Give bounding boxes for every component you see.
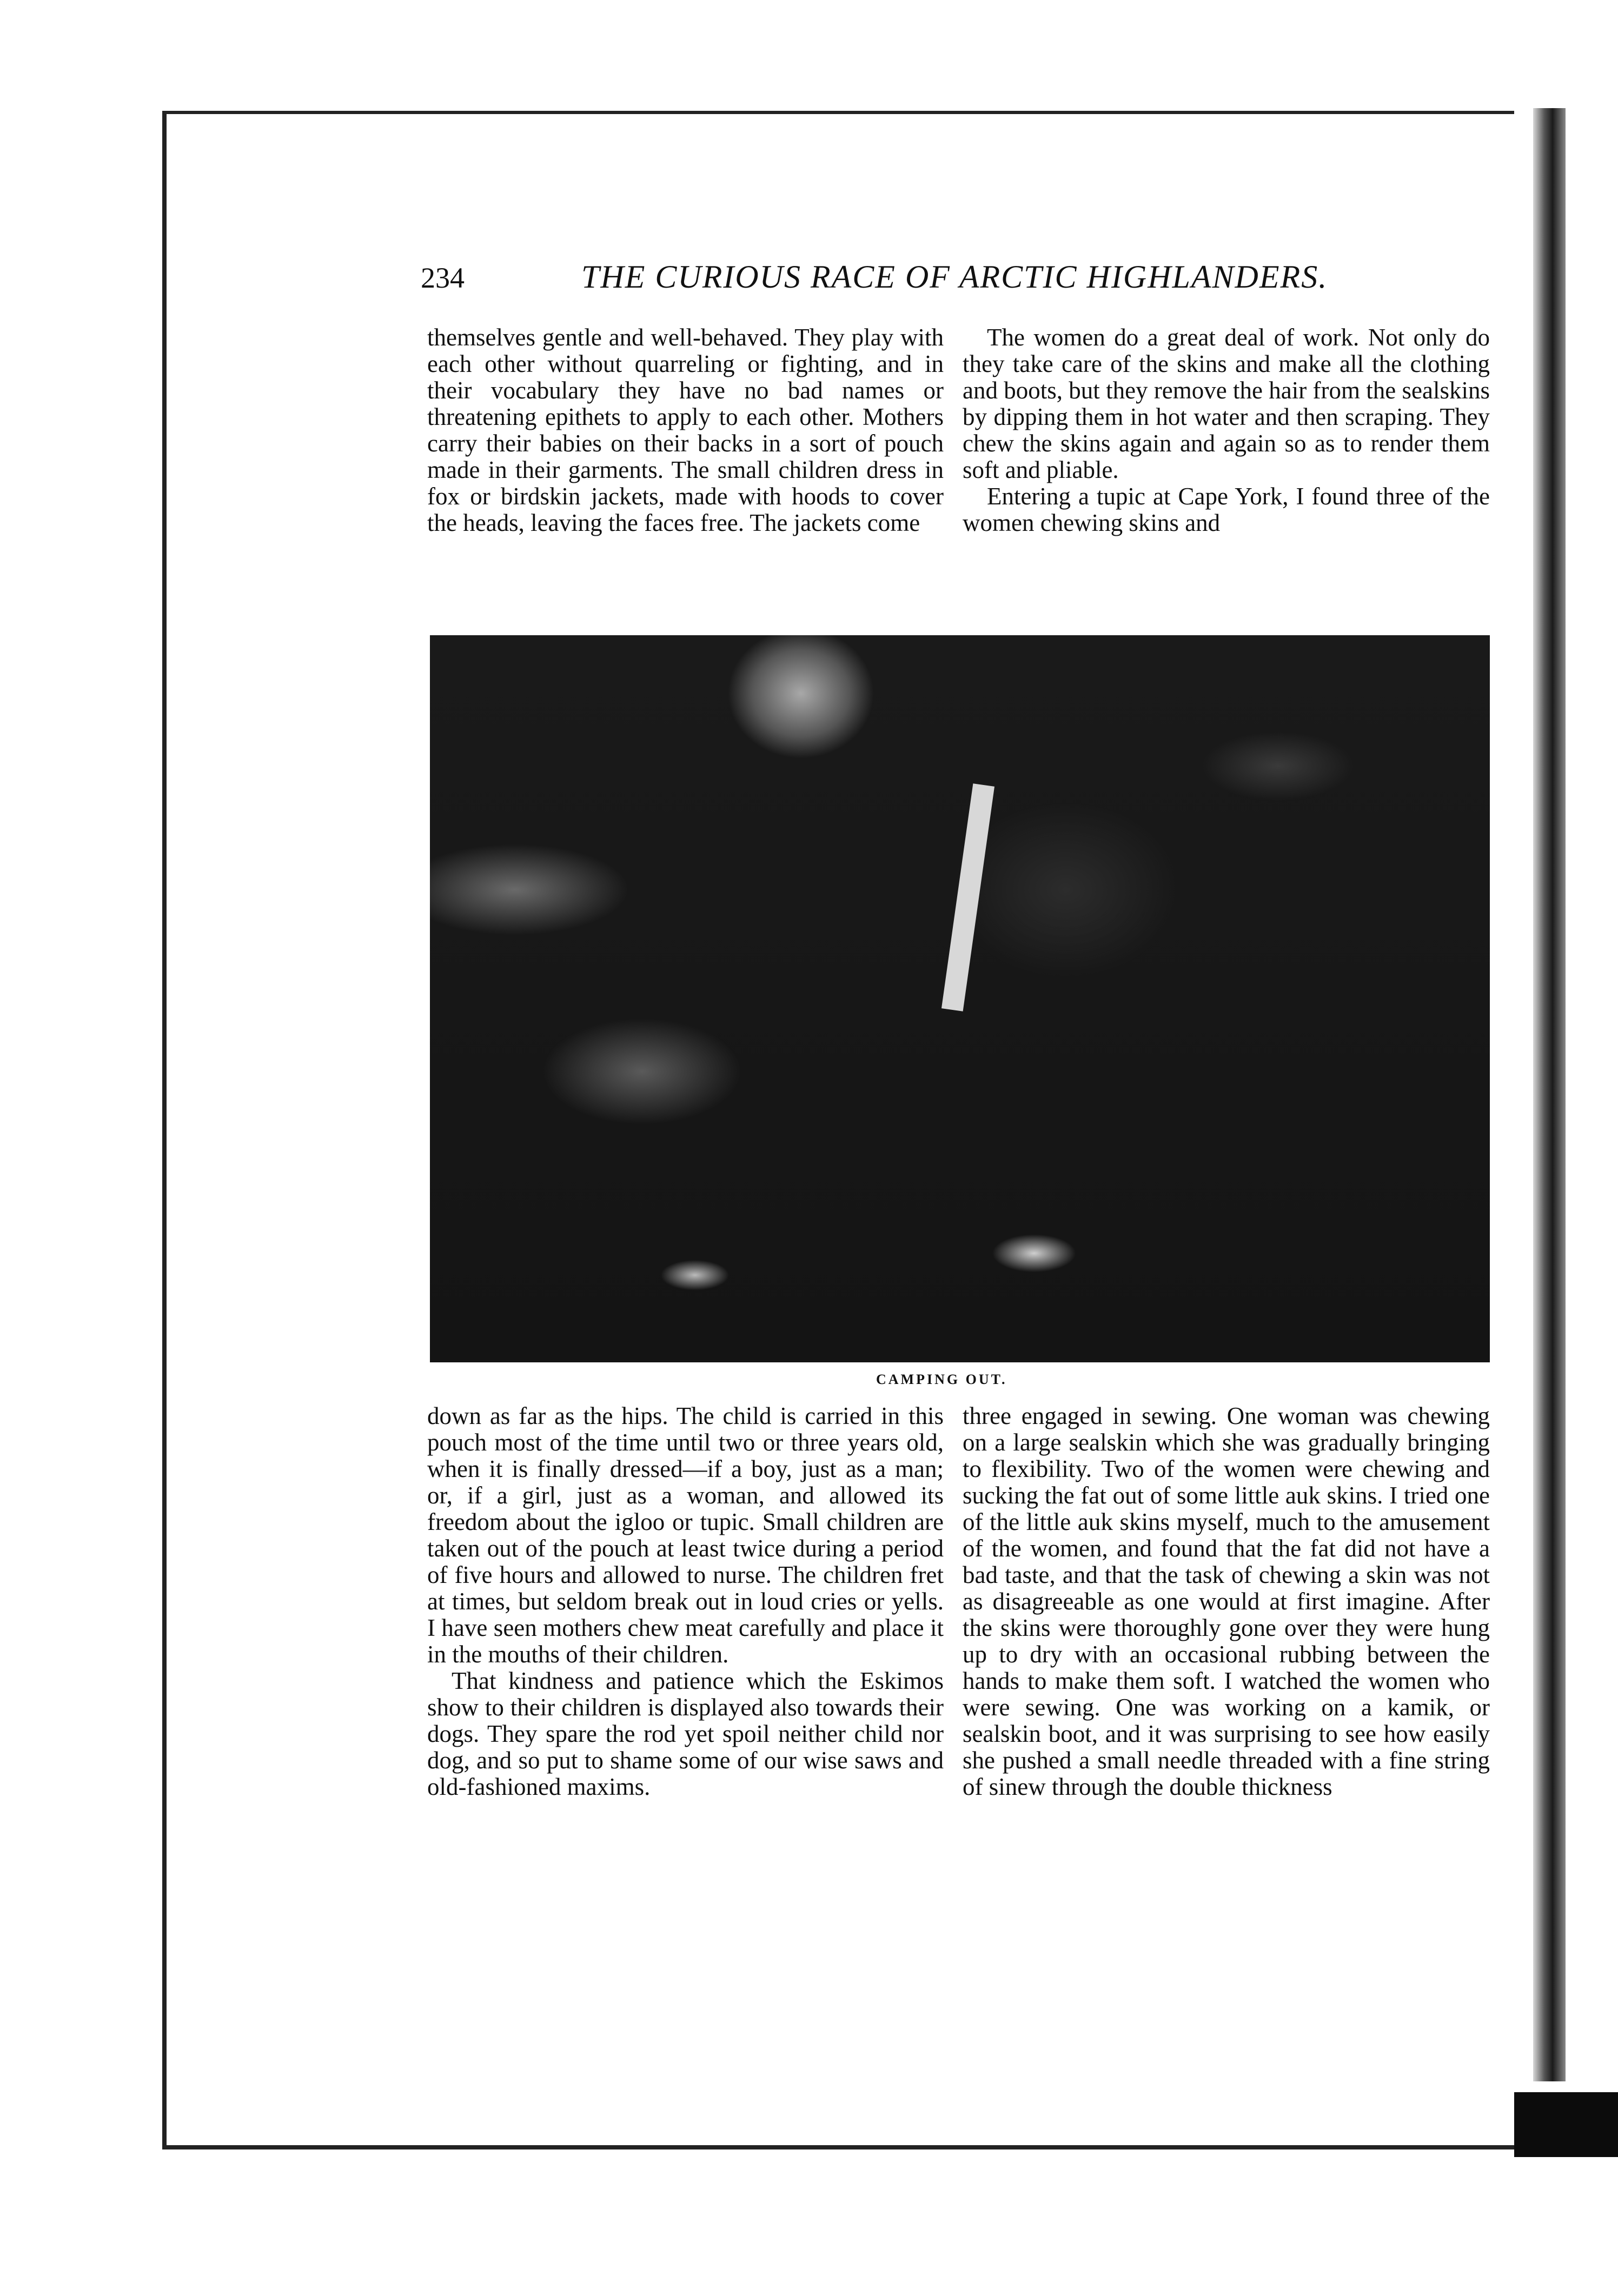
page-frame-left-rule <box>162 111 167 2149</box>
paragraph: Entering a tupic at Cape York, I found three of the women chewing skins and <box>963 483 1490 536</box>
paragraph: That kindness and patience which the Eskimos show to their children is displayed also towards their dogs. They spare the rod yet spoil neither child nor dog, and so put to shame some of our wise saws and old-fashioned maxims. <box>427 1667 944 1800</box>
paragraph: down as far as the hips. The child is carried in this pouch most of the time until two or three years old, when it is finally dressed—if a boy, just as a man; or, if a girl, just as a woman, and allowed its freedom about the igloo or tupic. Small children are taken out of the pouch at least twice during a period of five hours and allowed to nurse. The children fret at times, but seldom break out in loud cries or yells. I have seen mothers chew meat carefully and place it in the mouths of their children. <box>427 1402 944 1668</box>
figure-caption: CAMPING OUT. <box>876 1372 1007 1387</box>
paragraph: themselves gentle and well-behaved. They play with each other without quarreling or fighting, and in their vocabulary they have no bad names or threatening epithets to apply to each other. Mothers carry their babies on their backs in a sort of pouch made in their garments. The small children dress in fox or birdskin jackets, made with hoods to cover the heads, leaving the faces free. The jackets come <box>427 324 944 536</box>
paragraph: three engaged in sewing. One woman was chewing on a large sealskin which she was gradually bringing to flexibility. Two of the women were chewing and sucking the fat out of some little auk skins. I tried one of the little auk skins myself, much to the amusement of the women, and found that the fat did not have a bad taste, and that the task of chewing a skin was not as disagreeable as one would at first imagine. After the skins were thoroughly gone over they were hung up to dry with an occasional rubbing between the hands to make them soft. I watched the women who were sewing. One was working on a kamik, or sealskin boot, and it was surprising to see how easily she pushed a small needle threaded with a fine string of sinew through the double thickness <box>963 1402 1490 1800</box>
right-column-bottom <box>963 1403 1490 1800</box>
page-number: 234 <box>421 262 465 294</box>
left-column-bottom <box>427 1403 944 1800</box>
right-column-top <box>963 324 1490 536</box>
page-frame-bottom-rule <box>162 2145 1579 2149</box>
scan-corner-shadow <box>1514 2092 1618 2157</box>
running-head-title: THE CURIOUS RACE OF ARCTIC HIGHLANDERS. <box>581 259 1328 295</box>
scanned-book-gutter <box>1533 108 1566 2081</box>
left-column-top <box>427 324 944 536</box>
paragraph: The women do a great deal of work. Not only do they take care of the skins and make all the clothing and boots, but they remove the hair from the sealskins by dipping them in hot water and then scraping. They chew the skins again and again so as to render them soft and pliable. <box>963 324 1490 483</box>
page-frame-top-rule <box>162 111 1514 114</box>
